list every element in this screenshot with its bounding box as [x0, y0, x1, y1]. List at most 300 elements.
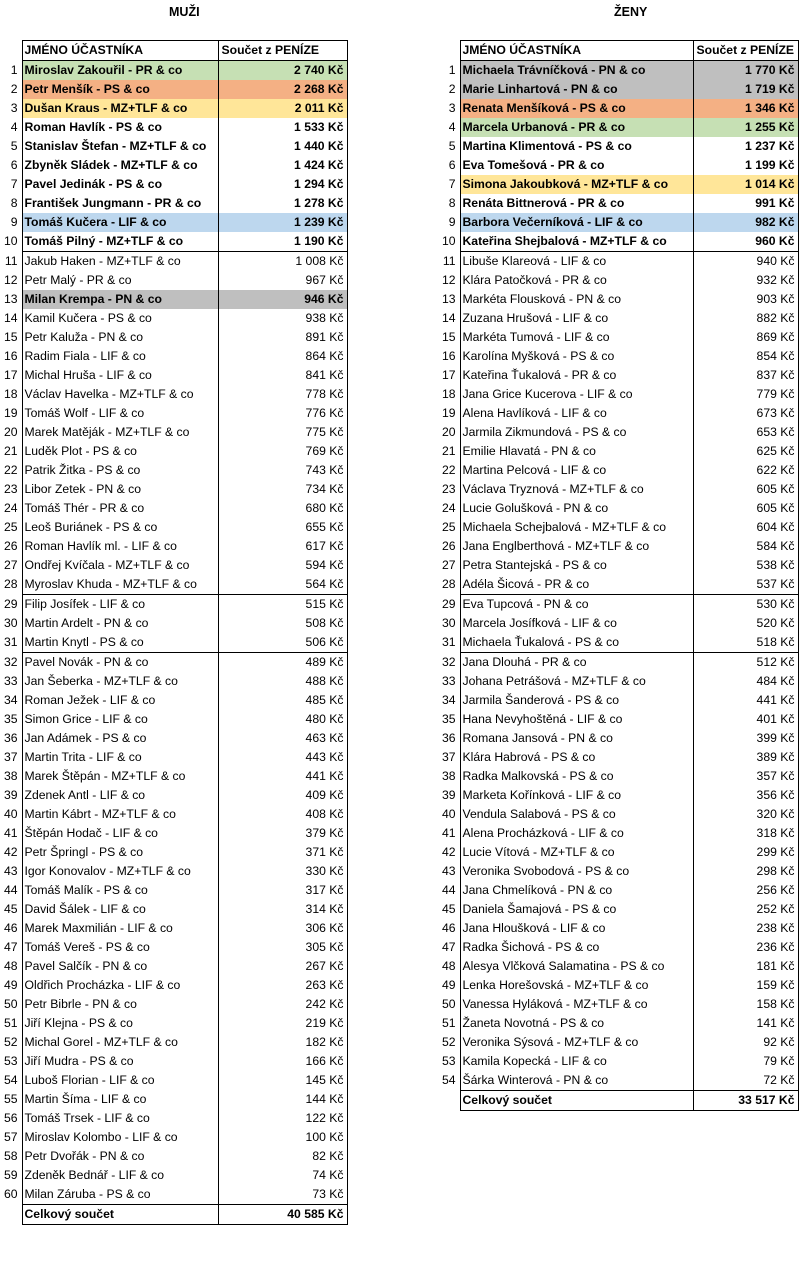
money-sum-cell[interactable]: 399 Kč	[693, 729, 798, 748]
row-rank: 29	[3, 596, 18, 611]
participant-name-cell[interactable]: Jan Adámek - PS & co	[22, 729, 218, 748]
participant-name-cell[interactable]: Václava Tryznová - MZ+TLF & co	[460, 480, 693, 499]
money-sum-cell[interactable]: 946 Kč	[218, 290, 347, 309]
money-sum-cell[interactable]: 92 Kč	[693, 1033, 798, 1052]
participant-name-cell[interactable]: Lenka Horešovská - MZ+TLF & co	[460, 976, 693, 995]
money-sum-cell[interactable]: 236 Kč	[693, 938, 798, 957]
money-sum-cell[interactable]: 837 Kč	[693, 366, 798, 385]
money-sum-cell[interactable]: 775 Kč	[218, 423, 347, 442]
participant-name-cell[interactable]: Tomáš Malík - PS & co	[22, 881, 218, 900]
money-sum-cell[interactable]: 267 Kč	[218, 957, 347, 976]
table-row	[438, 1033, 798, 1052]
men-header-value[interactable]: Součet z PENÍZE	[218, 41, 347, 61]
table-row	[0, 213, 347, 232]
money-sum-cell[interactable]: 242 Kč	[218, 995, 347, 1014]
table-row	[438, 881, 798, 900]
money-sum-cell[interactable]: 869 Kč	[693, 328, 798, 347]
row-rank: 41	[3, 826, 18, 840]
money-sum-cell[interactable]: 1 190 Kč	[218, 232, 347, 252]
participant-name-cell[interactable]: Žaneta Novotná - PS & co	[460, 1014, 693, 1033]
table-row	[0, 499, 347, 518]
row-rank: 3	[448, 101, 456, 115]
participant-name-cell[interactable]: Renáta Bittnerová - PR & co	[460, 194, 693, 213]
row-rank: 47	[441, 940, 456, 954]
participant-name-cell[interactable]: Kamil Kučera - PS & co	[22, 309, 218, 328]
participant-name-cell[interactable]: Marcela Urbanová - PR & co	[460, 118, 693, 137]
money-sum-cell[interactable]: 520 Kč	[693, 614, 798, 633]
money-sum-cell[interactable]: 680 Kč	[218, 499, 347, 518]
row-rank: 18	[441, 387, 456, 401]
participant-name-cell[interactable]: Vanessa Hyláková - MZ+TLF & co	[460, 995, 693, 1014]
participant-name-cell[interactable]: Marek Štěpán - MZ+TLF & co	[22, 767, 218, 786]
participant-name-cell[interactable]: Jarmila Zikmundová - PS & co	[460, 423, 693, 442]
table-row	[438, 710, 798, 729]
row-rank: 42	[3, 845, 18, 859]
row-rank: 30	[3, 616, 18, 630]
participant-name-cell[interactable]: Štěpán Hodač - LIF & co	[22, 824, 218, 843]
row-rank: 39	[441, 788, 456, 802]
money-sum-cell[interactable]: 2 268 Kč	[218, 80, 347, 99]
row-rank: 7	[10, 177, 18, 191]
money-sum-cell[interactable]: 515 Kč	[218, 595, 347, 615]
money-sum-cell[interactable]: 967 Kč	[218, 271, 347, 290]
row-rank: 21	[3, 444, 18, 458]
participant-name-cell[interactable]: Pavel Salčík - PN & co	[22, 957, 218, 976]
money-sum-cell[interactable]: 1 014 Kč	[693, 175, 798, 194]
money-sum-cell[interactable]: 182 Kč	[218, 1033, 347, 1052]
money-sum-cell[interactable]: 306 Kč	[218, 919, 347, 938]
money-sum-cell[interactable]: 166 Kč	[218, 1052, 347, 1071]
money-sum-cell[interactable]: 408 Kč	[218, 805, 347, 824]
participant-name-cell[interactable]: Barbora Večerníková - LIF & co	[460, 213, 693, 232]
money-sum-cell[interactable]: 841 Kč	[218, 366, 347, 385]
participant-name-cell[interactable]: Johana Petrášová - MZ+TLF & co	[460, 672, 693, 691]
participant-name-cell[interactable]: Radka Šichová - PS & co	[460, 938, 693, 957]
participant-name-cell[interactable]: Zbyněk Sládek - MZ+TLF & co	[22, 156, 218, 175]
participant-name-cell[interactable]: Filip Josífek - LIF & co	[22, 595, 218, 615]
money-sum-cell[interactable]: 141 Kč	[693, 1014, 798, 1033]
money-sum-cell[interactable]: 518 Kč	[693, 633, 798, 653]
money-sum-cell[interactable]: 330 Kč	[218, 862, 347, 881]
table-row	[438, 385, 798, 404]
participant-name-cell[interactable]: Marie Linhartová - PN & co	[460, 80, 693, 99]
table-row	[438, 137, 798, 156]
participant-name-cell[interactable]: Milan Krempa - PN & co	[22, 290, 218, 309]
participant-name-cell[interactable]: Martina Pelcová - LIF & co	[460, 461, 693, 480]
money-sum-cell[interactable]: 145 Kč	[218, 1071, 347, 1090]
money-sum-cell[interactable]: 73 Kč	[218, 1185, 347, 1205]
participant-name-cell[interactable]: Dušan Kraus - MZ+TLF & co	[22, 99, 218, 118]
participant-name-cell[interactable]: Jan Šeberka - MZ+TLF & co	[22, 672, 218, 691]
money-sum-cell[interactable]: 982 Kč	[693, 213, 798, 232]
money-sum-cell[interactable]: 743 Kč	[218, 461, 347, 480]
participant-name-cell[interactable]: Hana Nevyhoštěná - LIF & co	[460, 710, 693, 729]
participant-name-cell[interactable]: Roman Havlík ml. - LIF & co	[22, 537, 218, 556]
money-sum-cell[interactable]: 991 Kč	[693, 194, 798, 213]
participant-name-cell[interactable]: Veronika Sýsová - MZ+TLF & co	[460, 1033, 693, 1052]
participant-name-cell[interactable]: Lucie Vítová - MZ+TLF & co	[460, 843, 693, 862]
participant-name-cell[interactable]: Adéla Šicová - PR & co	[460, 575, 693, 595]
money-sum-cell[interactable]: 776 Kč	[218, 404, 347, 423]
money-sum-cell[interactable]: 530 Kč	[693, 595, 798, 615]
money-sum-cell[interactable]: 864 Kč	[218, 347, 347, 366]
participant-name-cell[interactable]: Martin Trita - LIF & co	[22, 748, 218, 767]
money-sum-cell[interactable]: 1 199 Kč	[693, 156, 798, 175]
participant-name-cell[interactable]: Oldřich Procházka - LIF & co	[22, 976, 218, 995]
participant-name-cell[interactable]: Alena Havlíková - LIF & co	[460, 404, 693, 423]
total-label[interactable]: Celkový součet	[460, 1091, 693, 1111]
money-sum-cell[interactable]: 564 Kč	[218, 575, 347, 595]
money-sum-cell[interactable]: 263 Kč	[218, 976, 347, 995]
money-sum-cell[interactable]: 219 Kč	[218, 1014, 347, 1033]
money-sum-cell[interactable]: 1 770 Kč	[693, 61, 798, 81]
participant-name-cell[interactable]: Tomáš Kučera - LIF & co	[22, 213, 218, 232]
money-sum-cell[interactable]: 653 Kč	[693, 423, 798, 442]
participant-name-cell[interactable]: František Jungmann - PR & co	[22, 194, 218, 213]
money-sum-cell[interactable]: 144 Kč	[218, 1090, 347, 1109]
participant-name-cell[interactable]: Jana Englberthová - MZ+TLF & co	[460, 537, 693, 556]
participant-name-cell[interactable]: Martin Kábrt - MZ+TLF & co	[22, 805, 218, 824]
row-rank: 54	[3, 1073, 18, 1087]
participant-name-cell[interactable]: Martin Knytl - PS & co	[22, 633, 218, 653]
participant-name-cell[interactable]: Pavel Novák - PN & co	[22, 653, 218, 673]
money-sum-cell[interactable]: 605 Kč	[693, 499, 798, 518]
money-sum-cell[interactable]: 489 Kč	[218, 653, 347, 673]
row-rank: 53	[441, 1054, 456, 1068]
participant-name-cell[interactable]: Tomáš Pilný - MZ+TLF & co	[22, 232, 218, 252]
participant-name-cell[interactable]: Stanislav Štefan - MZ+TLF & co	[22, 137, 218, 156]
women-header-value[interactable]: Součet z PENÍZE	[693, 41, 798, 61]
row-rank: 20	[3, 425, 18, 439]
money-sum-cell[interactable]: 506 Kč	[218, 633, 347, 653]
participant-name-cell[interactable]: Simona Jakoubková - MZ+TLF & co	[460, 175, 693, 194]
money-sum-cell[interactable]: 158 Kč	[693, 995, 798, 1014]
money-sum-cell[interactable]: 1 239 Kč	[218, 213, 347, 232]
money-sum-cell[interactable]: 1 719 Kč	[693, 80, 798, 99]
table-row	[0, 767, 347, 786]
row-rank: 38	[441, 769, 456, 783]
participant-name-cell[interactable]: Myroslav Khuda - MZ+TLF & co	[22, 575, 218, 595]
row-rank: 22	[3, 463, 18, 477]
table-row	[438, 805, 798, 824]
money-sum-cell[interactable]: 903 Kč	[693, 290, 798, 309]
row-rank: 5	[10, 139, 18, 153]
money-sum-cell[interactable]: 604 Kč	[693, 518, 798, 537]
participant-name-cell[interactable]: Tomáš Vereš - PS & co	[22, 938, 218, 957]
participant-name-cell[interactable]: Markéta Flousková - PN & co	[460, 290, 693, 309]
money-sum-cell[interactable]: 1 008 Kč	[218, 252, 347, 272]
money-sum-cell[interactable]: 488 Kč	[218, 672, 347, 691]
table-row	[0, 995, 347, 1014]
row-rank: 52	[441, 1035, 456, 1049]
money-sum-cell[interactable]: 778 Kč	[218, 385, 347, 404]
table-row	[438, 480, 798, 499]
row-rank: 21	[441, 444, 456, 458]
money-sum-cell[interactable]: 673 Kč	[693, 404, 798, 423]
participant-name-cell[interactable]: Pavel Jedinák - PS & co	[22, 175, 218, 194]
table-row	[438, 729, 798, 748]
row-rank: 9	[10, 215, 18, 229]
money-sum-cell[interactable]: 512 Kč	[693, 653, 798, 673]
participant-name-cell[interactable]: Michaela Schejbalová - MZ+TLF & co	[460, 518, 693, 537]
money-sum-cell[interactable]: 2 740 Kč	[218, 61, 347, 81]
participant-name-cell[interactable]: Petr Kaluža - PN & co	[22, 328, 218, 347]
participant-name-cell[interactable]: Marek Maxmilián - LIF & co	[22, 919, 218, 938]
money-sum-cell[interactable]: 74 Kč	[218, 1166, 347, 1185]
money-sum-cell[interactable]: 938 Kč	[218, 309, 347, 328]
row-rank: 59	[3, 1168, 18, 1182]
money-sum-cell[interactable]: 480 Kč	[218, 710, 347, 729]
row-rank: 42	[441, 845, 456, 859]
table-row	[0, 537, 347, 556]
participant-name-cell[interactable]: Daniela Šamajová - PS & co	[460, 900, 693, 919]
row-rank: 14	[3, 311, 18, 325]
money-sum-cell[interactable]: 181 Kč	[693, 957, 798, 976]
participant-name-cell[interactable]: Tomáš Wolf - LIF & co	[22, 404, 218, 423]
participant-name-cell[interactable]: Eva Tomešová - PR & co	[460, 156, 693, 175]
participant-name-cell[interactable]: Marketa Kořínková - LIF & co	[460, 786, 693, 805]
money-sum-cell[interactable]: 734 Kč	[218, 480, 347, 499]
money-sum-cell[interactable]: 1 533 Kč	[218, 118, 347, 137]
money-sum-cell[interactable]: 2 011 Kč	[218, 99, 347, 118]
money-sum-cell[interactable]: 537 Kč	[693, 575, 798, 595]
row-rank: 19	[441, 406, 456, 420]
participant-name-cell[interactable]: Tomáš Trsek - LIF & co	[22, 1109, 218, 1128]
money-sum-cell[interactable]: 379 Kč	[218, 824, 347, 843]
participant-name-cell[interactable]: Radim Fiala - LIF & co	[22, 347, 218, 366]
participant-name-cell[interactable]: Roman Ježek - LIF & co	[22, 691, 218, 710]
participant-name-cell[interactable]: Patrik Žitka - PS & co	[22, 461, 218, 480]
participant-name-cell[interactable]: Simon Grice - LIF & co	[22, 710, 218, 729]
row-rank: 47	[3, 940, 18, 954]
money-sum-cell[interactable]: 1 294 Kč	[218, 175, 347, 194]
participant-name-cell[interactable]: Vendula Salabová - PS & co	[460, 805, 693, 824]
participant-name-cell[interactable]: Luděk Plot - PS & co	[22, 442, 218, 461]
participant-name-cell[interactable]: Alesya Vlčková Salamatina - PS & co	[460, 957, 693, 976]
participant-name-cell[interactable]: Petr Malý - PR & co	[22, 271, 218, 290]
row-rank: 37	[3, 750, 18, 764]
participant-name-cell[interactable]: Klára Patočková - PR & co	[460, 271, 693, 290]
table-row	[438, 976, 798, 995]
money-sum-cell[interactable]: 409 Kč	[218, 786, 347, 805]
money-sum-cell[interactable]: 441 Kč	[218, 767, 347, 786]
money-sum-cell[interactable]: 594 Kč	[218, 556, 347, 575]
participant-name-cell[interactable]: Leoš Buriánek - PS & co	[22, 518, 218, 537]
participant-name-cell[interactable]: Tomáš Thér - PR & co	[22, 499, 218, 518]
total-label[interactable]: Celkový součet	[22, 1205, 218, 1225]
money-sum-cell[interactable]: 960 Kč	[693, 232, 798, 252]
money-sum-cell[interactable]: 299 Kč	[693, 843, 798, 862]
table-row	[0, 271, 347, 290]
participant-name-cell[interactable]: Michaela Ťukalová - PS & co	[460, 633, 693, 653]
participant-name-cell[interactable]: Petr Bibrle - PN & co	[22, 995, 218, 1014]
participant-name-cell[interactable]: Jiří Klejna - PS & co	[22, 1014, 218, 1033]
participant-name-cell[interactable]: Petr Špringl - PS & co	[22, 843, 218, 862]
money-sum-cell[interactable]: 1 278 Kč	[218, 194, 347, 213]
money-sum-cell[interactable]: 389 Kč	[693, 748, 798, 767]
money-sum-cell[interactable]: 508 Kč	[218, 614, 347, 633]
participant-name-cell[interactable]: Igor Konovalov - MZ+TLF & co	[22, 862, 218, 881]
money-sum-cell[interactable]: 655 Kč	[218, 518, 347, 537]
money-sum-cell[interactable]: 1 346 Kč	[693, 99, 798, 118]
table-row	[0, 900, 347, 919]
money-sum-cell[interactable]: 485 Kč	[218, 691, 347, 710]
participant-name-cell[interactable]: Šárka Winterová - PN & co	[460, 1071, 693, 1091]
money-sum-cell[interactable]: 371 Kč	[218, 843, 347, 862]
women-header-name[interactable]: JMÉNO ÚČASTNÍKA	[460, 41, 693, 61]
money-sum-cell[interactable]: 484 Kč	[693, 672, 798, 691]
table-row	[0, 843, 347, 862]
participant-name-cell[interactable]: Miroslav Zakouřil - PR & co	[22, 61, 218, 81]
money-sum-cell[interactable]: 318 Kč	[693, 824, 798, 843]
participant-name-cell[interactable]: Alena Procházková - LIF & co	[460, 824, 693, 843]
money-sum-cell[interactable]: 882 Kč	[693, 309, 798, 328]
money-sum-cell[interactable]: 256 Kč	[693, 881, 798, 900]
money-sum-cell[interactable]: 356 Kč	[693, 786, 798, 805]
row-rank: 3	[10, 101, 18, 115]
row-rank: 44	[3, 883, 18, 897]
table-row	[0, 61, 347, 81]
row-rank: 18	[3, 387, 18, 401]
money-sum-cell[interactable]: 443 Kč	[218, 748, 347, 767]
participant-name-cell[interactable]: Michal Hruša - LIF & co	[22, 366, 218, 385]
money-sum-cell[interactable]: 305 Kč	[218, 938, 347, 957]
participant-name-cell[interactable]: Emilie Hlavatá - PN & co	[460, 442, 693, 461]
money-sum-cell[interactable]: 463 Kč	[218, 729, 347, 748]
participant-name-cell[interactable]: Radka Malkovská - PS & co	[460, 767, 693, 786]
row-rank: 13	[441, 292, 456, 306]
participant-name-cell[interactable]: Petra Stantejská - PS & co	[460, 556, 693, 575]
money-sum-cell[interactable]: 317 Kč	[218, 881, 347, 900]
money-sum-cell[interactable]: 401 Kč	[693, 710, 798, 729]
money-sum-cell[interactable]: 441 Kč	[693, 691, 798, 710]
money-sum-cell[interactable]: 538 Kč	[693, 556, 798, 575]
row-rank: 31	[3, 635, 18, 650]
money-sum-cell[interactable]: 82 Kč	[218, 1147, 347, 1166]
participant-name-cell[interactable]: Marek Matěják - MZ+TLF & co	[22, 423, 218, 442]
participant-name-cell[interactable]: Miroslav Kolombo - LIF & co	[22, 1128, 218, 1147]
table-row	[438, 290, 798, 309]
money-sum-cell[interactable]: 779 Kč	[693, 385, 798, 404]
participant-name-cell[interactable]: Martin Ardelt - PN & co	[22, 614, 218, 633]
money-sum-cell[interactable]: 238 Kč	[693, 919, 798, 938]
participant-name-cell[interactable]: Zdeněk Bednář - LIF & co	[22, 1166, 218, 1185]
table-row	[438, 232, 798, 252]
money-sum-cell[interactable]: 625 Kč	[693, 442, 798, 461]
participant-name-cell[interactable]: Jana Hloušková - LIF & co	[460, 919, 693, 938]
money-sum-cell[interactable]: 769 Kč	[218, 442, 347, 461]
participant-name-cell[interactable]: Marcela Josífková - LIF & co	[460, 614, 693, 633]
participant-name-cell[interactable]: Milan Záruba - PS & co	[22, 1185, 218, 1205]
money-sum-cell[interactable]: 617 Kč	[218, 537, 347, 556]
row-rank	[438, 1091, 460, 1111]
participant-name-cell[interactable]: Romana Jansová - PN & co	[460, 729, 693, 748]
participant-name-cell[interactable]: Luboš Florian - LIF & co	[22, 1071, 218, 1090]
total-value[interactable]: 40 585 Kč	[218, 1205, 347, 1225]
table-row	[0, 556, 347, 575]
money-sum-cell[interactable]: 940 Kč	[693, 252, 798, 272]
participant-name-cell[interactable]: Lucie Golušková - PN & co	[460, 499, 693, 518]
money-sum-cell[interactable]: 252 Kč	[693, 900, 798, 919]
table-row	[0, 423, 347, 442]
money-sum-cell[interactable]: 854 Kč	[693, 347, 798, 366]
participant-name-cell[interactable]: Jarmila Šanderová - PS & co	[460, 691, 693, 710]
participant-name-cell[interactable]: Veronika Svobodová - PS & co	[460, 862, 693, 881]
participant-name-cell[interactable]: Martina Klimentová - PS & co	[460, 137, 693, 156]
participant-name-cell[interactable]: Martin Šíma - LIF & co	[22, 1090, 218, 1109]
participant-name-cell[interactable]: Petr Dvořák - PN & co	[22, 1147, 218, 1166]
table-row	[0, 881, 347, 900]
money-sum-cell[interactable]: 1 440 Kč	[218, 137, 347, 156]
men-header-name[interactable]: JMÉNO ÚČASTNÍKA	[22, 41, 218, 61]
table-row	[438, 843, 798, 862]
money-sum-cell[interactable]: 891 Kč	[218, 328, 347, 347]
participant-name-cell[interactable]: Michal Gorel - MZ+TLF & co	[22, 1033, 218, 1052]
participant-name-cell[interactable]: Jana Dlouhá - PR & co	[460, 653, 693, 673]
participant-name-cell[interactable]: Zdenek Antl - LIF & co	[22, 786, 218, 805]
participant-name-cell[interactable]: Jana Grice Kucerova - LIF & co	[460, 385, 693, 404]
money-sum-cell[interactable]: 1 255 Kč	[693, 118, 798, 137]
table-row	[0, 710, 347, 729]
men-section-title: MUŽI	[169, 5, 200, 19]
table-row	[0, 175, 347, 194]
participant-name-cell[interactable]: Zuzana Hrušová - LIF & co	[460, 309, 693, 328]
money-sum-cell[interactable]: 932 Kč	[693, 271, 798, 290]
participant-name-cell[interactable]: Karolína Myšková - PS & co	[460, 347, 693, 366]
participant-name-cell[interactable]: Michaela Trávníčková - PN & co	[460, 61, 693, 81]
money-sum-cell[interactable]: 314 Kč	[218, 900, 347, 919]
participant-name-cell[interactable]: Eva Tupcová - PN & co	[460, 595, 693, 615]
table-row	[438, 80, 798, 99]
money-sum-cell[interactable]: 605 Kč	[693, 480, 798, 499]
participant-name-cell[interactable]: Jana Chmelíková - PN & co	[460, 881, 693, 900]
participant-name-cell[interactable]: David Šálek - LIF & co	[22, 900, 218, 919]
participant-name-cell[interactable]: Václav Havelka - MZ+TLF & co	[22, 385, 218, 404]
money-sum-cell[interactable]: 100 Kč	[218, 1128, 347, 1147]
money-sum-cell[interactable]: 1 424 Kč	[218, 156, 347, 175]
participant-name-cell[interactable]: Kamila Kopecká - LIF & co	[460, 1052, 693, 1071]
money-sum-cell[interactable]: 72 Kč	[693, 1071, 798, 1091]
money-sum-cell[interactable]: 298 Kč	[693, 862, 798, 881]
row-rank: 43	[3, 864, 18, 878]
money-sum-cell[interactable]: 357 Kč	[693, 767, 798, 786]
participant-name-cell[interactable]: Libor Zetek - PN & co	[22, 480, 218, 499]
money-sum-cell[interactable]: 584 Kč	[693, 537, 798, 556]
participant-name-cell[interactable]: Libuše Klareová - LIF & co	[460, 252, 693, 272]
row-rank: 8	[10, 196, 18, 210]
table-row	[438, 691, 798, 710]
money-sum-cell[interactable]: 159 Kč	[693, 976, 798, 995]
participant-name-cell[interactable]: Renata Menšíková - PS & co	[460, 99, 693, 118]
participant-name-cell[interactable]: Petr Menšík - PS & co	[22, 80, 218, 99]
money-sum-cell[interactable]: 622 Kč	[693, 461, 798, 480]
participant-name-cell[interactable]: Kateřina Shejbalová - MZ+TLF & co	[460, 232, 693, 252]
money-sum-cell[interactable]: 122 Kč	[218, 1109, 347, 1128]
participant-name-cell[interactable]: Kateřina Ťukalová - PR & co	[460, 366, 693, 385]
participant-name-cell[interactable]: Jakub Haken - MZ+TLF & co	[22, 252, 218, 272]
total-value[interactable]: 33 517 Kč	[693, 1091, 798, 1111]
participant-name-cell[interactable]: Klára Habrová - PS & co	[460, 748, 693, 767]
money-sum-cell[interactable]: 79 Kč	[693, 1052, 798, 1071]
participant-name-cell[interactable]: Ondřej Kvíčala - MZ+TLF & co	[22, 556, 218, 575]
table-row	[0, 80, 347, 99]
money-sum-cell[interactable]: 1 237 Kč	[693, 137, 798, 156]
row-rank: 15	[441, 330, 456, 344]
participant-name-cell[interactable]: Markéta Tumová - LIF & co	[460, 328, 693, 347]
money-sum-cell[interactable]: 320 Kč	[693, 805, 798, 824]
participant-name-cell[interactable]: Jiří Mudra - PS & co	[22, 1052, 218, 1071]
participant-name-cell[interactable]: Roman Havlík - PS & co	[22, 118, 218, 137]
